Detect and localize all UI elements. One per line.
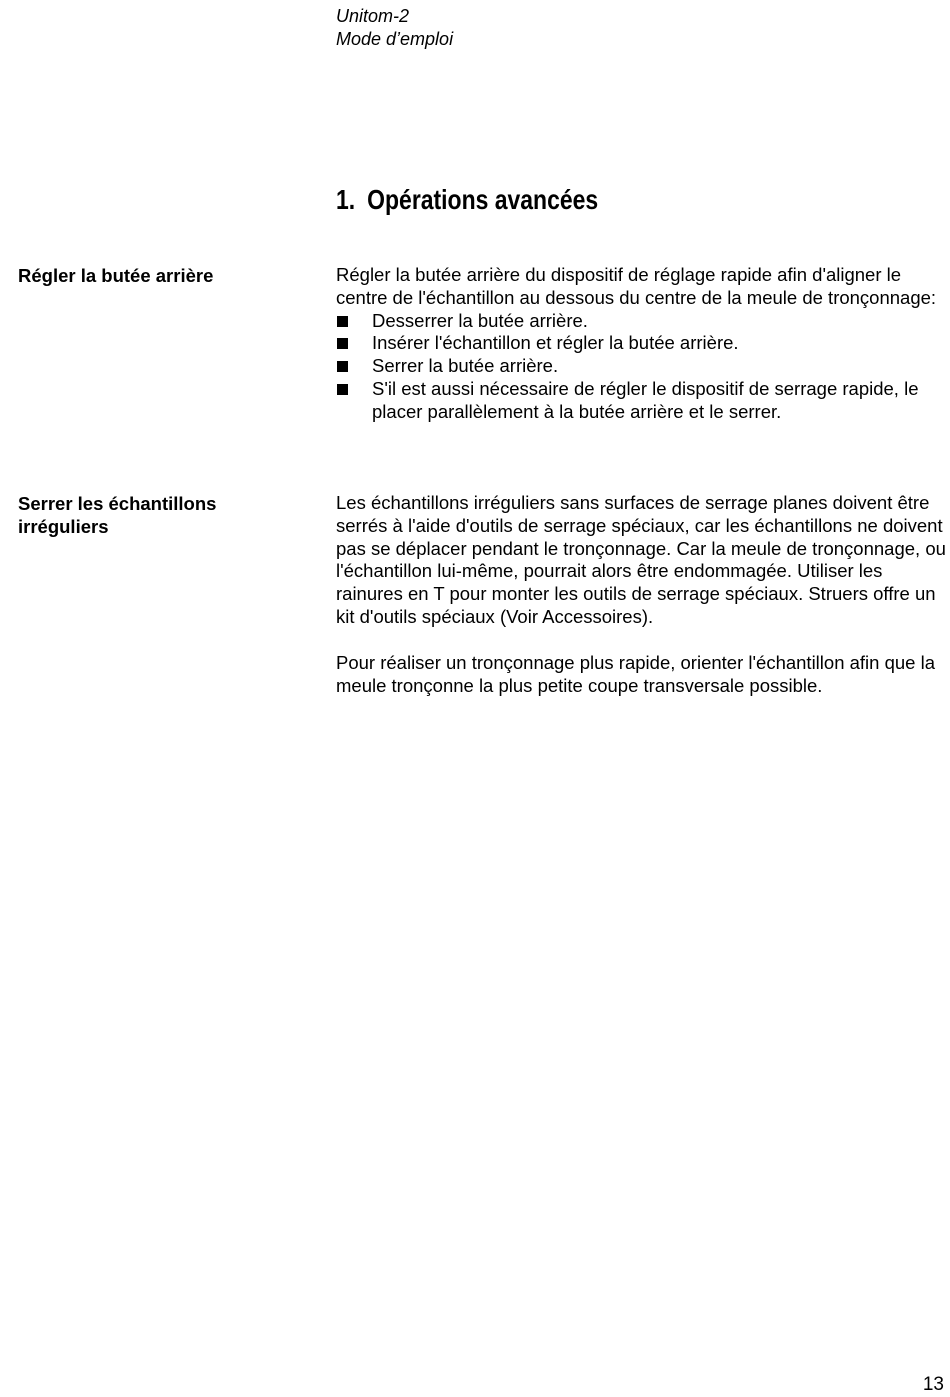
list-item-text: Desserrer la butée arrière. <box>372 309 588 331</box>
list-item <box>336 378 946 424</box>
document-header <box>336 5 453 51</box>
section-heading-backstop: Régler la butée arrière <box>18 265 214 286</box>
list-item <box>336 310 946 333</box>
paragraph-spacer <box>336 629 946 652</box>
list-item-text: Serrer la butée arrière. <box>372 355 559 377</box>
body-paragraph: Les échantillons irréguliers sans surfaces de serrage planes doivent être serrés à l'aide d'outils de serrage spéciaux, car les échantillons ne doivent pas se déplacer pendant le tronçonnage. Car la meule de tronçonnage, ou l'échantillon lui-même, pourrait alors être endommagée. Utiliser les rainures en T pour monter les outils de serrage spéciaux. Struers offre un kit d'outils spéciaux (Voir Accessoires). <box>336 492 946 627</box>
chapter-title <box>336 180 598 220</box>
section-body-backstop <box>336 264 946 424</box>
header-product-name: Unitom-2 <box>336 6 410 26</box>
section-intro-paragraph: Régler la butée arrière du dispositif de réglage rapide afin d'aligner le centre de l'échantillon au dessous du centre de la meule de tronçonnage: <box>336 264 937 308</box>
square-bullet-icon <box>337 338 348 349</box>
square-bullet-icon <box>337 384 348 395</box>
list-item-text: S'il est aussi nécessaire de régler le dispositif de serrage rapide, le placer parallèlement à la butée arrière et le serrer. <box>372 377 919 422</box>
header-document-type: Mode d’emploi <box>336 29 454 49</box>
body-paragraph: Pour réaliser un tronçonnage plus rapide, orienter l'échantillon afin que la meule tronçonne la plus petite coupe transversale possible. <box>336 651 935 696</box>
list-item <box>336 332 946 355</box>
list-item <box>336 355 946 378</box>
section-body-irregular-specimens <box>336 492 946 697</box>
square-bullet-icon <box>337 316 348 327</box>
page-number: 13 <box>922 1374 944 1395</box>
square-bullet-icon <box>337 361 348 372</box>
list-item-text: Insérer l'échantillon et régler la butée arrière. <box>372 332 739 354</box>
chapter-number: 1. <box>336 184 356 215</box>
instruction-list <box>336 310 946 424</box>
chapter-title-text: Opérations avancées <box>367 184 599 215</box>
section-heading-irregular-specimens: Serrer les échantillons irréguliers <box>18 493 217 537</box>
